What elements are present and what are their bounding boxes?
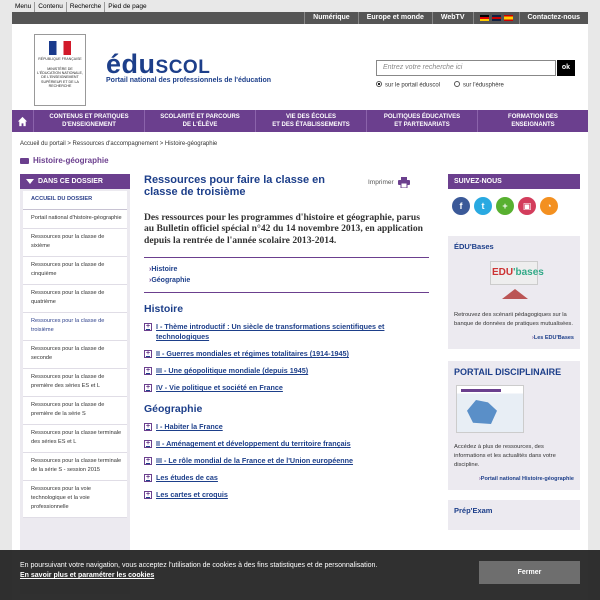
sidebar-item[interactable]: Ressources pour la voie technologique et la voie professionnelle — [23, 481, 127, 518]
triangle-down-icon — [26, 179, 34, 184]
resource-link[interactable] — [144, 490, 414, 500]
skip-links — [12, 2, 150, 12]
resource-link-text: IV - Vie politique et société en France — [156, 383, 283, 393]
main-nav — [12, 110, 588, 132]
cookie-close-button[interactable]: Fermer — [479, 561, 580, 584]
topbar-link-contact[interactable]: Contactez-nous — [519, 12, 589, 24]
sidebar-item[interactable]: Ressources pour la classe terminale des séries ES et L — [23, 425, 127, 453]
nav-line: ENSEIGNANTS — [511, 122, 555, 128]
section-title[interactable] — [20, 156, 109, 165]
sidebar-item[interactable]: Portail national d'histoire-géographie — [23, 210, 127, 229]
printer-icon — [398, 177, 410, 188]
resource-link[interactable] — [144, 383, 414, 393]
article-lead: Des ressources pour les programmes d'histoire et géographie, parus au Bulletin officiel spécial n°42 du 14 novembre 2013, en application depuis la rentrée de l'année scolaire 2013-2014. — [144, 212, 423, 246]
skip-link-contenu[interactable]: Contenu — [35, 2, 67, 12]
nav-line: DE L'ÉLÈVE — [182, 122, 218, 128]
anchor-histoire[interactable]: › Histoire — [149, 264, 434, 275]
radio-checked-icon — [376, 81, 382, 87]
language-flags — [473, 12, 519, 24]
portail-desc: Accédez à plus de ressources, des informations et les actualités dans votre discipline. — [454, 444, 556, 468]
divider — [144, 257, 429, 258]
plus-icon: + — [145, 384, 151, 392]
nav-line: ET DES ÉTABLISSEMENTS — [272, 122, 350, 128]
plus-icon: + — [145, 350, 151, 358]
cookie-text: En poursuivant votre navigation, vous acceptez l'utilisation de cookies à des fins statistiques et de personnalisation. — [20, 562, 378, 569]
article-title: Ressources pour faire la classe en classe de troisième — [144, 174, 325, 198]
resource-link-text: II - Aménagement et développement du territoire français — [156, 439, 351, 449]
sidebar-item[interactable]: Ressources pour la classe de seconde — [23, 341, 127, 369]
edubases-box — [448, 236, 580, 349]
brand-part-b: scol — [155, 49, 211, 79]
nav-line: POLITIQUES ÉDUCATIVES — [383, 114, 461, 120]
divider — [144, 292, 429, 293]
sidebar-title: DANS CE DOSSIER — [38, 178, 103, 185]
cookie-settings-link[interactable]: En savoir plus et paramétrer les cookies — [20, 572, 155, 579]
suivez-header: SUIVEZ-NOUS — [448, 174, 580, 189]
skip-link-recherche[interactable]: Recherche — [67, 2, 105, 12]
twitter-icon[interactable]: t — [474, 197, 492, 215]
home-icon — [17, 116, 28, 127]
radio-edusphere-label: sur l'édusphère — [463, 82, 504, 89]
resource-link-text: I - Thème introductif : Un siècle de transformations scientifiques et technologiques — [156, 322, 385, 342]
nav-line: D'ENSEIGNEMENT — [62, 122, 116, 128]
facebook-icon[interactable]: f — [452, 197, 470, 215]
resource-link-text: III - Une géopolitique mondiale (depuis 1945) — [156, 366, 309, 376]
sidebar-item[interactable]: Ressources pour la classe de première des séries ES et L — [23, 369, 127, 397]
sidebar-header — [20, 174, 130, 189]
plus-icon[interactable]: + — [496, 197, 514, 215]
flag-de-icon[interactable] — [480, 15, 489, 21]
nav-line: ET PARTENARIATS — [394, 122, 450, 128]
portail-box — [448, 361, 580, 490]
resource-link-text: Les études de cas — [156, 473, 218, 483]
prepexam-box — [448, 500, 580, 530]
home-button[interactable] — [12, 110, 34, 132]
plus-icon: + — [145, 440, 151, 448]
rss-icon[interactable]: ◔ — [540, 197, 558, 215]
sidebar-list — [23, 191, 127, 518]
edubases-title: ÉDU'Bases — [454, 242, 494, 251]
ministry-logo[interactable] — [34, 34, 86, 106]
edubases-logo[interactable] — [484, 257, 544, 303]
marianne-icon — [49, 41, 71, 55]
logo-ministry-text: MINISTÈRE DE L'ÉDUCATION NATIONALE, DE L'ENSEIGNEMENT SUPÉRIEUR ET DE LA RECHERCHE — [37, 67, 83, 88]
anchor-geographie[interactable]: › Géographie — [149, 275, 434, 286]
page — [12, 24, 588, 600]
nav-line: SCOLARITÉ ET PARCOURS — [160, 114, 240, 120]
plus-icon: + — [145, 423, 151, 431]
edubases-logo-text — [492, 267, 544, 278]
sidebar-item[interactable]: Ressources pour la classe de quatrième — [23, 285, 127, 313]
skip-link-menu[interactable]: Menu — [12, 2, 35, 12]
edubases-logo-b: 'bases — [513, 267, 544, 278]
nav-item-politiques[interactable] — [367, 110, 478, 132]
resource-link-text: I - Habiter la France — [156, 422, 223, 432]
plus-icon: + — [145, 323, 151, 331]
resource-link[interactable] — [144, 473, 414, 483]
brand-part-a: édu — [106, 49, 156, 79]
anchor-links — [144, 264, 434, 286]
sidebar-item-active[interactable]: Ressources pour la classe de troisième — [23, 313, 127, 341]
edubases-shape — [502, 289, 528, 299]
flag-en-icon[interactable] — [492, 15, 501, 21]
resource-link-text: Les cartes et croquis — [156, 490, 228, 500]
resource-link[interactable] — [144, 456, 414, 466]
sidebar-item[interactable]: Ressources pour la classe de première de la série S — [23, 397, 127, 425]
search-scope — [376, 82, 504, 89]
top-bar — [12, 12, 588, 24]
plus-icon: + — [145, 367, 151, 375]
main-content — [144, 174, 434, 507]
plus-icon: + — [145, 491, 151, 499]
flag-es-icon[interactable] — [504, 15, 513, 21]
sidebar-item-accueil[interactable]: ACCUEIL DU DOSSIER — [23, 191, 127, 210]
radio-unchecked-icon — [454, 81, 460, 87]
plus-icon: + — [145, 457, 151, 465]
logo-rf-text: RÉPUBLIQUE FRANÇAISE — [38, 57, 82, 61]
social-links — [448, 189, 580, 224]
edubases-desc: Retrouvez des scénarii pédagogiques sur la banque de données de pratiques mutualisées. — [454, 312, 573, 327]
folder-icon — [20, 158, 29, 164]
radio-edusphere[interactable] — [454, 82, 504, 89]
search-ok-button[interactable]: ok — [557, 60, 575, 76]
search-input[interactable]: Entrez votre recherche ici — [376, 60, 556, 76]
sidebar-item[interactable]: Ressources pour la classe de cinquième — [23, 257, 127, 285]
topbar-link-europe[interactable]: Europe et monde — [358, 12, 432, 24]
print-label: Imprimer — [368, 179, 394, 186]
thumbnail-bar — [461, 389, 501, 392]
nav-item-scolarite[interactable] — [145, 110, 256, 132]
portail-thumbnail[interactable] — [456, 385, 524, 433]
print-button[interactable] — [368, 177, 410, 188]
sidebar — [20, 174, 130, 594]
section-title-text: Histoire-géographie — [33, 156, 109, 165]
france-map-icon — [467, 400, 497, 424]
portail-title: PORTAIL DISCIPLINAIRE — [454, 367, 562, 377]
nav-item-contenus[interactable] — [34, 110, 145, 132]
resource-link[interactable] — [144, 322, 414, 342]
topbar-link-numerique[interactable]: Numérique — [304, 12, 358, 24]
resource-link[interactable] — [144, 366, 414, 376]
nav-item-formation[interactable] — [478, 110, 588, 132]
heading-geographie: Géographie — [144, 403, 203, 416]
sidebar-item[interactable]: Ressources pour la classe terminale de la série S - session 2015 — [23, 453, 127, 481]
portail-link[interactable]: › Portail national Histoire-géographie — [448, 470, 580, 482]
resource-link[interactable] — [144, 439, 414, 449]
breadcrumb[interactable]: Accueil du portail > Ressources d'accompagnement > Histoire-géographie — [20, 141, 218, 147]
header — [12, 24, 588, 110]
resource-link-text: III - Le rôle mondial de la France et de l'Union européenne — [156, 456, 354, 466]
prepexam-title: Prép'Exam — [454, 506, 493, 515]
eduscol-logo[interactable] — [106, 49, 210, 80]
nav-line: CONTENUS ET PRATIQUES — [49, 114, 129, 120]
skip-link-pied[interactable]: Pied de page — [108, 3, 147, 10]
edubases-link[interactable]: › Les EDU'Bases — [448, 329, 580, 341]
sidebar-item[interactable]: Ressources pour la classe de sixième — [23, 229, 127, 257]
nav-line: FORMATION DES — [508, 114, 558, 120]
nav-item-vie-ecoles[interactable] — [256, 110, 367, 132]
edubases-logo-a: EDU — [492, 267, 514, 278]
topbar-link-webtv[interactable]: WebTV — [432, 12, 473, 24]
resource-link[interactable] — [144, 349, 414, 359]
tagline: Portail national des professionnels de l'éducation — [106, 77, 272, 84]
heading-histoire: Histoire — [144, 303, 184, 316]
radio-portail[interactable] — [376, 82, 440, 89]
right-column — [448, 174, 580, 530]
nav-line: VIE DES ÉCOLES — [285, 114, 336, 120]
radio-portail-label: sur le portail éduscol — [385, 82, 441, 89]
print-icon[interactable]: ▣ — [518, 197, 536, 215]
resource-link-text: II - Guerres mondiales et régimes totalitaires (1914-1945) — [156, 349, 349, 359]
plus-icon: + — [145, 474, 151, 482]
resource-link[interactable] — [144, 422, 414, 432]
